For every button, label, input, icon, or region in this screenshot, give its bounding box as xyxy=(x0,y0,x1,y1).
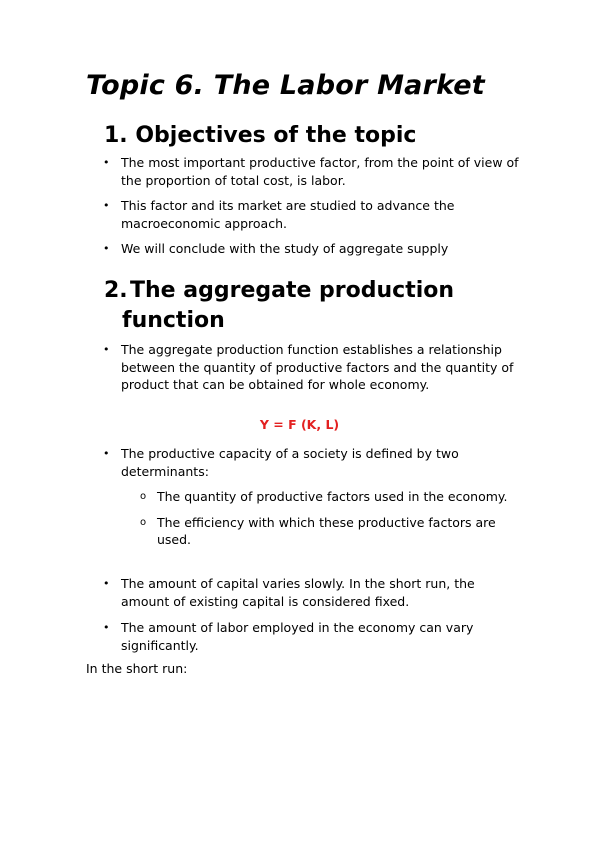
section-1-title: Objectives of the topic xyxy=(135,123,417,148)
bullet-text: We will conclude with the study of aggregate supply xyxy=(121,241,449,256)
bullet-text: The amount of capital varies slowly. In the short run, the amount of existing capital is considered fixed. xyxy=(121,576,475,609)
bullet-text: The amount of labor employed in the economy can vary significantly. xyxy=(121,620,474,653)
list-item xyxy=(103,154,521,189)
sub-list-item xyxy=(140,488,517,506)
production-function-formula xyxy=(0,417,599,432)
sub-bullet-icon: o xyxy=(140,516,147,528)
bullet-icon: • xyxy=(103,447,110,460)
bullet-text: The aggregate production function establishes a relationship between the quantity of productive factors and the quantity of product that can be obtained for whole economy. xyxy=(121,342,514,392)
bullet-text: This factor and its market are studied to advance the macroeconomic approach. xyxy=(121,198,455,231)
section-2-heading xyxy=(104,276,504,336)
list-item xyxy=(103,575,521,610)
bullet-text: The most important productive factor, from the point of view of the proportion of total cost, is labor. xyxy=(121,155,519,188)
section-2-title-line2: function xyxy=(122,308,225,333)
bullet-icon: • xyxy=(103,156,110,169)
closing-text: In the short run: xyxy=(86,661,188,676)
section-1-heading xyxy=(104,121,416,151)
list-item xyxy=(103,445,521,480)
section-2-title-line1: The aggregate production xyxy=(130,278,455,303)
sub-list-item xyxy=(140,514,517,549)
section-2-bullet-list-a xyxy=(103,341,521,394)
section-2-sub-list xyxy=(140,488,517,549)
bullet-icon: • xyxy=(103,343,110,356)
sub-bullet-text: The efficiency with which these productive factors are used. xyxy=(157,514,496,547)
document-title: Topic 6. The Labor Market xyxy=(86,70,485,101)
section-1-number: 1. xyxy=(104,123,128,148)
list-item xyxy=(103,197,521,232)
formula-text: Y = F (K, L) xyxy=(259,417,340,432)
list-item xyxy=(103,341,521,394)
section-2-bullet-list-c xyxy=(103,575,521,654)
section-1-bullet-list xyxy=(103,154,521,258)
section-2-bullet-list-b xyxy=(103,445,521,480)
bullet-icon: • xyxy=(103,621,110,634)
list-item xyxy=(103,240,521,258)
bullet-icon: • xyxy=(103,577,110,590)
bullet-icon: • xyxy=(103,242,110,255)
section-2-number: 2. xyxy=(104,278,128,303)
sub-bullet-text: The quantity of productive factors used in the economy. xyxy=(157,489,508,504)
sub-bullet-icon: o xyxy=(140,491,147,502)
bullet-text: The productive capacity of a society is defined by two determinants: xyxy=(121,446,459,479)
bullet-icon: • xyxy=(103,199,110,212)
list-item xyxy=(103,619,521,654)
